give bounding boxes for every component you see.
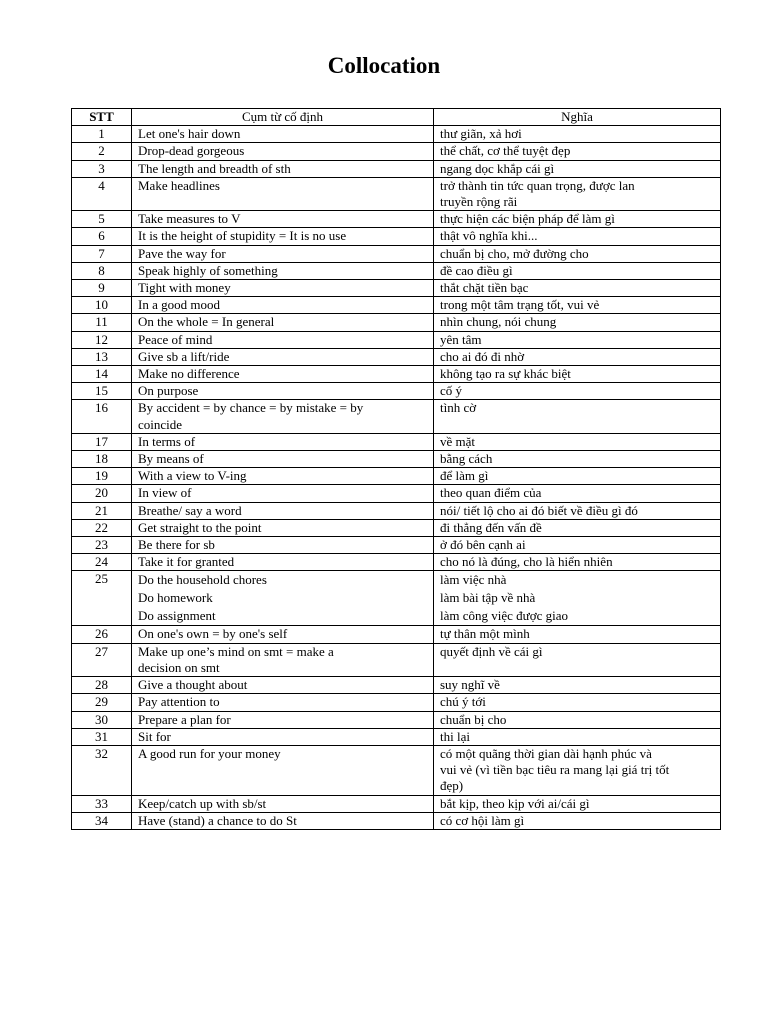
meaning-cell: [434, 537, 721, 554]
table-row: [72, 143, 721, 160]
phrase-text: Do homework: [138, 590, 213, 606]
collocation-table: [71, 108, 721, 830]
row-number: 22: [72, 519, 132, 536]
meaning-cell: [434, 554, 721, 571]
phrase-text: On one's own = by one's self: [138, 626, 288, 642]
row-number: 15: [72, 383, 132, 400]
phrase-text: Make up one’s mind on smt = make a: [138, 643, 334, 659]
meaning-text: yên tâm: [440, 331, 482, 347]
meaning-cell: [434, 502, 721, 519]
phrase-text: Give sb a lift/ride: [138, 348, 230, 364]
row-number: 7: [72, 245, 132, 262]
row-number: 25: [72, 571, 132, 626]
table-row: [72, 571, 721, 626]
phrase-cell: [132, 160, 434, 177]
phrase-text: Breathe/ say a word: [138, 502, 242, 518]
row-number: 29: [72, 694, 132, 711]
meaning-text: ở đó bên cạnh ai: [440, 537, 526, 553]
meaning-cell: [434, 400, 721, 433]
meaning-text: vui vẻ (vì tiền bạc tiêu ra mang lại giá trị tốt: [440, 762, 670, 778]
meaning-cell: [434, 626, 721, 643]
meaning-cell: [434, 228, 721, 245]
phrase-text: In terms of: [138, 433, 196, 449]
table-row: [72, 245, 721, 262]
phrase-cell: [132, 468, 434, 485]
meaning-text: tình cờ: [440, 400, 477, 416]
meaning-text: cho ai đó đi nhờ: [440, 348, 525, 364]
phrase-text: Pay attention to: [138, 694, 220, 710]
row-number: 17: [72, 433, 132, 450]
row-number: 19: [72, 468, 132, 485]
header-phrase: Cụm từ cố định: [132, 109, 434, 126]
phrase-cell: [132, 728, 434, 745]
table-row: [72, 502, 721, 519]
row-number: 28: [72, 677, 132, 694]
phrase-text: Make no difference: [138, 366, 240, 382]
phrase-text: In a good mood: [138, 297, 220, 313]
meaning-text: thi lại: [440, 728, 470, 744]
row-number: 24: [72, 554, 132, 571]
meaning-text: nói/ tiết lộ cho ai đó biết về điều gì đó: [440, 502, 638, 518]
meaning-text: không tạo ra sự khác biệt: [440, 366, 571, 382]
table-row: [72, 262, 721, 279]
meaning-text: trong một tâm trạng tốt, vui vẻ: [440, 297, 600, 313]
row-number: 21: [72, 502, 132, 519]
table-row: [72, 177, 721, 210]
meaning-cell: [434, 262, 721, 279]
meaning-text: cho nó là đúng, cho là hiển nhiên: [440, 554, 613, 570]
phrase-cell: [132, 383, 434, 400]
row-number: 5: [72, 211, 132, 228]
meaning-cell: [434, 795, 721, 812]
phrase-text: On the whole = In general: [138, 314, 275, 330]
phrase-text: Take measures to V: [138, 211, 241, 227]
phrase-cell: [132, 626, 434, 643]
table-row: [72, 160, 721, 177]
meaning-cell: [434, 694, 721, 711]
meaning-cell: [434, 160, 721, 177]
meaning-cell: [434, 643, 721, 676]
phrase-text: The length and breadth of sth: [138, 160, 291, 176]
row-number: 18: [72, 451, 132, 468]
row-number: 32: [72, 745, 132, 795]
phrase-cell: [132, 297, 434, 314]
phrase-cell: [132, 711, 434, 728]
row-number: 12: [72, 331, 132, 348]
row-number: 9: [72, 280, 132, 297]
phrase-cell: [132, 571, 434, 626]
phrase-text: Do the household chores: [138, 572, 267, 588]
meaning-cell: [434, 331, 721, 348]
phrase-text: Do assignment: [138, 608, 216, 624]
phrase-text: Make headlines: [138, 177, 220, 193]
phrase-text: On purpose: [138, 383, 199, 399]
phrase-cell: [132, 485, 434, 502]
meaning-cell: [434, 177, 721, 210]
meaning-text: thực hiện các biện pháp để làm gì: [440, 211, 615, 227]
meaning-text: cố ý: [440, 383, 463, 399]
table-row: [72, 728, 721, 745]
table-row: [72, 812, 721, 829]
meaning-text: chuẩn bị cho, mở đường cho: [440, 245, 589, 261]
phrase-text: Tight with money: [138, 280, 231, 296]
meaning-text: thắt chặt tiền bạc: [440, 280, 529, 296]
phrase-text: Be there for sb: [138, 537, 215, 553]
table-row: [72, 383, 721, 400]
phrase-text: Speak highly of something: [138, 262, 278, 278]
meaning-cell: [434, 812, 721, 829]
phrase-text: Peace of mind: [138, 331, 213, 347]
meaning-text: nhìn chung, nói chung: [440, 314, 557, 330]
phrase-cell: [132, 314, 434, 331]
meaning-text: truyền rộng rãi: [440, 194, 518, 210]
meaning-cell: [434, 485, 721, 502]
phrase-text: Take it for granted: [138, 554, 235, 570]
phrase-cell: [132, 677, 434, 694]
table-row: [72, 745, 721, 795]
table-row: [72, 537, 721, 554]
meaning-cell: [434, 126, 721, 143]
meaning-cell: [434, 366, 721, 383]
phrase-text: Give a thought about: [138, 677, 248, 693]
phrase-text: By accident = by chance = by mistake = by: [138, 400, 364, 416]
table-row: [72, 554, 721, 571]
table-row: [72, 126, 721, 143]
row-number: 27: [72, 643, 132, 676]
phrase-text: decision on smt: [138, 659, 220, 675]
table-body: [72, 126, 721, 830]
meaning-cell: [434, 677, 721, 694]
table-row: [72, 485, 721, 502]
meaning-cell: [434, 348, 721, 365]
phrase-cell: [132, 554, 434, 571]
table-row: [72, 366, 721, 383]
meaning-text: ngang dọc khắp cái gì: [440, 160, 555, 176]
meaning-cell: [434, 280, 721, 297]
table-row: [72, 280, 721, 297]
meaning-text: theo quan điểm của: [440, 485, 542, 501]
meaning-text: chú ý tới: [440, 694, 486, 710]
phrase-cell: [132, 694, 434, 711]
phrase-text: Sit for: [138, 728, 171, 744]
phrase-cell: [132, 745, 434, 795]
table-row: [72, 468, 721, 485]
table-row: [72, 711, 721, 728]
meaning-text: thật vô nghĩa khi...: [440, 228, 538, 244]
meaning-cell: [434, 383, 721, 400]
table-row: [72, 451, 721, 468]
row-number: 10: [72, 297, 132, 314]
table-row: [72, 228, 721, 245]
table-row: [72, 211, 721, 228]
meaning-text: thư giãn, xả hơi: [440, 126, 522, 142]
row-number: 14: [72, 366, 132, 383]
table-row: [72, 519, 721, 536]
meaning-cell: [434, 519, 721, 536]
phrase-cell: [132, 262, 434, 279]
meaning-cell: [434, 297, 721, 314]
table-row: [72, 626, 721, 643]
phrase-cell: [132, 366, 434, 383]
table-row: [72, 297, 721, 314]
meaning-text: về mặt: [440, 433, 476, 449]
row-number: 11: [72, 314, 132, 331]
row-number: 8: [72, 262, 132, 279]
meaning-text: đi thẳng đến vấn đề: [440, 519, 542, 535]
meaning-text: làm công việc được giao: [440, 608, 568, 624]
row-number: 1: [72, 126, 132, 143]
meaning-text: đẹp): [440, 778, 464, 794]
phrase-text: Let one's hair down: [138, 126, 241, 142]
meaning-text: chuẩn bị cho: [440, 711, 507, 727]
meaning-cell: [434, 728, 721, 745]
phrase-cell: [132, 643, 434, 676]
phrase-text: By means of: [138, 451, 204, 467]
phrase-text: In view of: [138, 485, 192, 501]
phrase-cell: [132, 795, 434, 812]
row-number: 30: [72, 711, 132, 728]
phrase-cell: [132, 331, 434, 348]
phrase-cell: [132, 537, 434, 554]
meaning-cell: [434, 745, 721, 795]
row-number: 33: [72, 795, 132, 812]
table-row: [72, 795, 721, 812]
phrase-cell: [132, 519, 434, 536]
table-row: [72, 331, 721, 348]
meaning-text: quyết định về cái gì: [440, 643, 543, 659]
phrase-cell: [132, 126, 434, 143]
table-row: [72, 643, 721, 676]
row-number: 6: [72, 228, 132, 245]
phrase-cell: [132, 348, 434, 365]
row-number: 23: [72, 537, 132, 554]
row-number: 31: [72, 728, 132, 745]
row-number: 2: [72, 143, 132, 160]
phrase-text: It is the height of stupidity = It is no use: [138, 228, 347, 244]
phrase-cell: [132, 245, 434, 262]
meaning-text: làm việc nhà: [440, 572, 507, 588]
table-row: [72, 314, 721, 331]
phrase-cell: [132, 502, 434, 519]
phrase-cell: [132, 451, 434, 468]
table-row: [72, 400, 721, 433]
meaning-cell: [434, 245, 721, 262]
header-meaning: Nghĩa: [434, 109, 721, 126]
meaning-cell: [434, 711, 721, 728]
phrase-cell: [132, 433, 434, 450]
meaning-text: có một quãng thời gian dài hạnh phúc và: [440, 745, 652, 761]
meaning-text: suy nghĩ về: [440, 677, 500, 693]
phrase-cell: [132, 177, 434, 210]
row-number: 20: [72, 485, 132, 502]
meaning-text: làm bài tập về nhà: [440, 590, 536, 606]
table-header-row: [72, 109, 721, 126]
row-number: 16: [72, 400, 132, 433]
meaning-cell: [434, 314, 721, 331]
table-row: [72, 677, 721, 694]
phrase-text: Pave the way for: [138, 245, 226, 261]
phrase-cell: [132, 143, 434, 160]
phrase-cell: [132, 228, 434, 245]
row-number: 4: [72, 177, 132, 210]
table-row: [72, 348, 721, 365]
page-title: Collocation: [327, 53, 441, 78]
phrase-cell: [132, 280, 434, 297]
phrase-text: Have (stand) a chance to do St: [138, 812, 297, 828]
meaning-text: bằng cách: [440, 451, 493, 467]
row-number: 13: [72, 348, 132, 365]
row-number: 34: [72, 812, 132, 829]
row-number: 3: [72, 160, 132, 177]
phrase-text: Keep/catch up with sb/st: [138, 795, 267, 811]
phrase-text: A good run for your money: [138, 745, 281, 761]
phrase-text: Get straight to the point: [138, 519, 262, 535]
meaning-cell: [434, 571, 721, 626]
phrase-text: Drop-dead gorgeous: [138, 143, 245, 159]
meaning-text: đề cao điều gì: [440, 262, 513, 278]
phrase-cell: [132, 400, 434, 433]
meaning-text: tự thân một mình: [440, 626, 530, 642]
phrase-cell: [132, 211, 434, 228]
meaning-cell: [434, 433, 721, 450]
meaning-text: có cơ hội làm gì: [440, 812, 525, 828]
meaning-text: bắt kịp, theo kịp với ai/cái gì: [440, 795, 590, 811]
meaning-cell: [434, 468, 721, 485]
meaning-cell: [434, 211, 721, 228]
phrase-text: Prepare a plan for: [138, 711, 231, 727]
header-stt: STT: [72, 109, 132, 126]
phrase-text: With a view to V-ing: [138, 468, 247, 484]
meaning-cell: [434, 451, 721, 468]
meaning-text: thể chất, cơ thể tuyệt đẹp: [440, 143, 571, 159]
phrase-text: coincide: [138, 416, 183, 432]
meaning-text: để làm gì: [440, 468, 489, 484]
table-row: [72, 433, 721, 450]
meaning-text: trở thành tin tức quan trọng, được lan: [440, 177, 635, 193]
meaning-cell: [434, 143, 721, 160]
row-number: 26: [72, 626, 132, 643]
table-row: [72, 694, 721, 711]
phrase-cell: [132, 812, 434, 829]
